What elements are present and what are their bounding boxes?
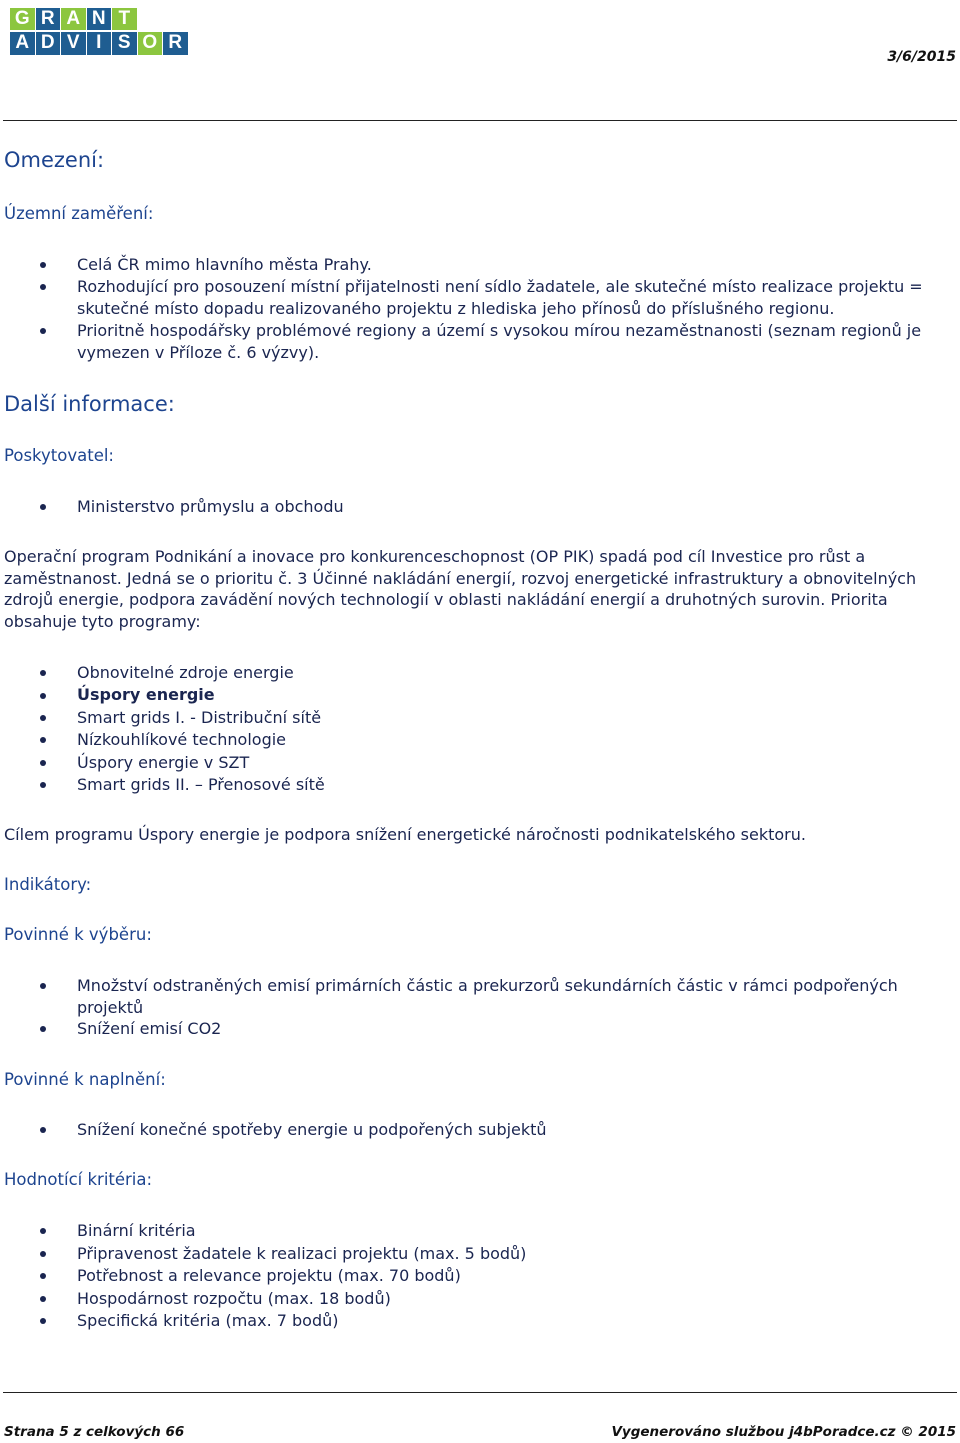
footer-divider [3, 1392, 957, 1393]
logo-tile: S [112, 32, 137, 55]
list-item [0, 707, 956, 729]
list-item-text: Snížení emisí CO2 [77, 1019, 222, 1038]
logo-tile: A [10, 32, 35, 55]
generator-credit: Vygenerováno službou j4bPoradce.cz © 2015 [611, 1424, 956, 1440]
list-item [0, 276, 956, 320]
logo-tile: O [138, 32, 163, 55]
logo-tile: A [61, 8, 86, 30]
program-name: Obnovitelné zdroje energie [77, 663, 294, 682]
list-item [0, 320, 956, 364]
list-item [0, 975, 956, 1018]
list-item-text: Rozhodující pro posouzení místní přijatelnosti není sídlo žadatele, ale skutečné místo realizace projektu = [77, 277, 923, 296]
povinne-k-naplneni-list [0, 1119, 956, 1141]
logo-tile: G [10, 8, 35, 30]
subsection-title-indikatory: Indikátory: [4, 875, 92, 894]
program-name: Smart grids II. – Přenosové sítě [77, 775, 325, 795]
list-item [0, 684, 956, 706]
subsection-title-povinne-k-naplneni: Povinné k naplnění: [4, 1070, 166, 1089]
paragraph-line: Operační program Podnikání a inovace pro konkurenceschopnost (OP PIK) spadá pod cíl Investice pro růst a [4, 547, 866, 566]
paragraph-line: zaměstnanost. Jedná se o prioritu č. 3 Účinné nakládání energií, rozvoj energetické infrastruktury a obnovitelných [4, 568, 917, 588]
list-item [0, 1220, 956, 1243]
criterion-text: Specifická kritéria (max. 7 bodů) [77, 1311, 339, 1330]
criterion-text: Binární kritéria [77, 1221, 196, 1240]
hodnotici-kriteria-list [0, 1220, 956, 1333]
list-item-text: projektů [77, 997, 144, 1017]
page-number: Strana 5 z celkových 66 [4, 1424, 185, 1440]
grant-advisor-logo [10, 8, 190, 56]
list-item-text: vymezen v Příloze č. 6 výzvy). [77, 343, 320, 362]
logo-tile: I [87, 32, 112, 55]
section-title-omezeni: Omezení: [4, 148, 105, 172]
uzemni-zamereni-list [0, 254, 956, 364]
logo-row-grant [10, 8, 137, 30]
list-item [0, 662, 956, 684]
subsection-title-povinne-k-vyberu: Povinné k výběru: [4, 925, 152, 944]
list-item-text: Množství odstraněných emisí primárních částic a prekurzorů sekundárních částic v rámci podpořených [77, 976, 898, 995]
program-name: Úspory energie v SZT [77, 752, 250, 772]
list-item-text: Ministerstvo průmyslu a obchodu [77, 497, 344, 516]
list-item [0, 729, 956, 751]
program-name: Nízkouhlíkové technologie [77, 730, 287, 750]
logo-tile: R [36, 8, 61, 30]
paragraph-line: obsahuje tyto programy: [4, 611, 201, 631]
header-divider [3, 120, 957, 121]
logo-tile: R [163, 32, 188, 55]
list-item [0, 774, 956, 796]
list-item [0, 752, 956, 774]
program-name-highlighted: Úspory energie [77, 685, 215, 705]
list-item [0, 254, 956, 276]
logo-tile: N [87, 8, 112, 30]
logo-tile: T [112, 8, 137, 30]
document-date: 3/6/2015 [887, 49, 956, 65]
list-item [0, 1310, 956, 1333]
list-item-text: Prioritně hospodářsky problémové regiony a území s vysokou mírou nezaměstnanosti (seznam regionů je [77, 321, 922, 340]
program-name: Smart grids I. - Distribuční sítě [77, 707, 322, 727]
criterion-text: Hospodárnost rozpočtu (max. 18 bodů) [77, 1288, 391, 1308]
subsection-title-poskytovatel: Poskytovatel: [4, 446, 114, 465]
paragraph-line: zdrojů energie, podpora zavádění nových technologií v oblasti nakládání energií a druhotných surovin. Priorita [4, 590, 888, 609]
criterion-text: Potřebnost a relevance projektu (max. 70 bodů) [77, 1266, 461, 1285]
criterion-text: Připravenost žadatele k realizaci projektu (max. 5 bodů) [77, 1243, 527, 1263]
program-description [4, 546, 956, 632]
list-item [0, 1018, 956, 1040]
list-item [0, 1288, 956, 1311]
povinne-k-vyberu-list [0, 975, 956, 1040]
program-aim: Cílem programu Úspory energie je podpora snížení energetické náročnosti podnikatelského sektoru. [4, 825, 806, 844]
programs-list [0, 662, 956, 796]
list-item [0, 1119, 956, 1141]
list-item-text: Snížení konečné spotřeby energie u podpořených subjektů [77, 1120, 547, 1139]
list-item [0, 496, 956, 518]
subsection-title-uzemni-zamereni: Územní zaměření: [4, 204, 154, 223]
logo-tile: D [36, 32, 61, 55]
list-item [0, 1243, 956, 1266]
logo-tile: V [61, 32, 86, 55]
list-item [0, 1265, 956, 1288]
poskytovatel-list [0, 496, 956, 518]
section-title-dalsi-informace: Další informace: [4, 392, 175, 416]
logo-row-advisor [10, 32, 188, 55]
subsection-title-hodnotici-kriteria: Hodnotící kritéria: [4, 1170, 153, 1189]
list-item-text: skutečné místo dopadu realizovaného projektu z hlediska jeho přínosů do příslušného regionu. [77, 299, 835, 318]
list-item-text: Celá ČR mimo hlavního města Prahy. [77, 255, 372, 274]
